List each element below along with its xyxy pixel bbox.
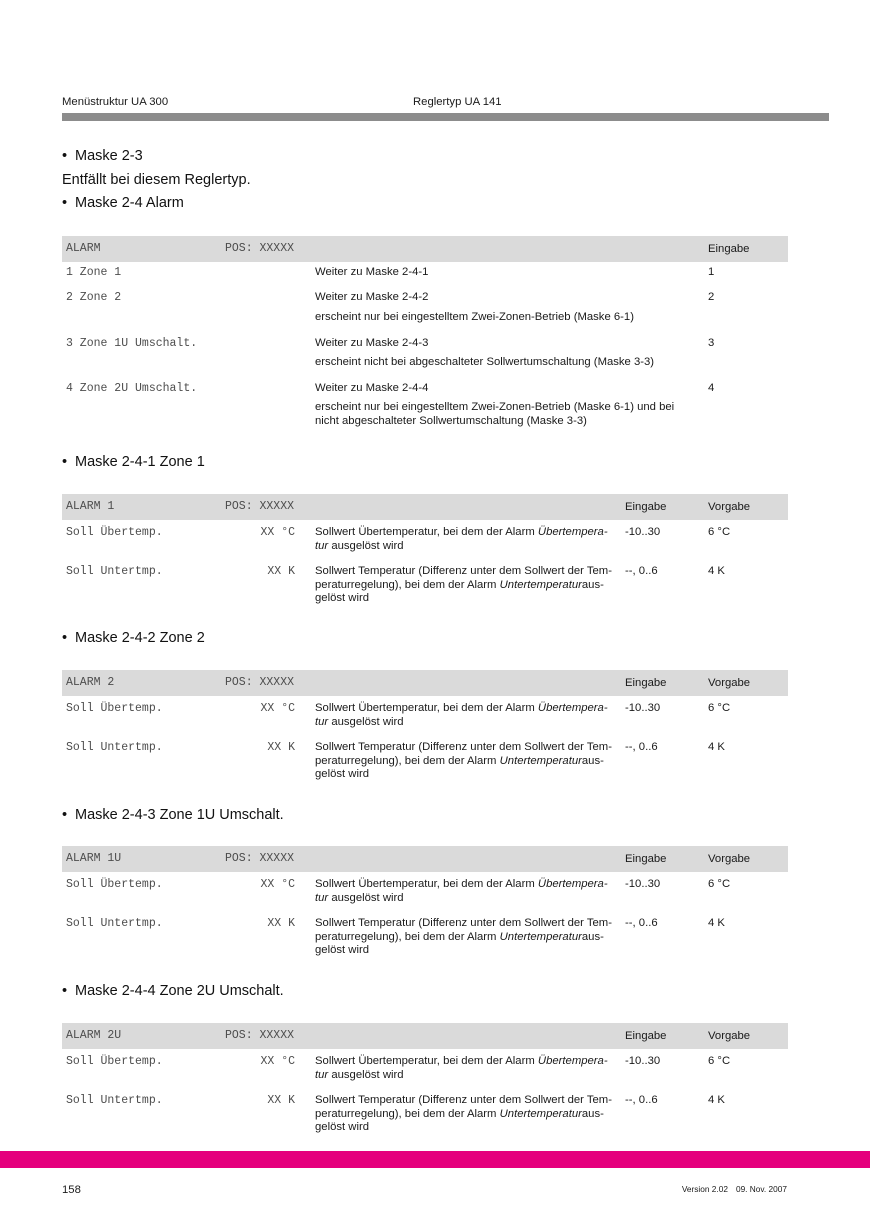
- header-document-title: Menüstruktur UA 300: [62, 96, 169, 108]
- header-position: POS: XXXXX: [225, 242, 295, 255]
- row-input-value: 2: [708, 291, 715, 303]
- table-row: [62, 1094, 788, 1133]
- section-title-text: Maske 2-4-1 Zone 1: [75, 454, 205, 470]
- row-label: Soll Übertemp.: [66, 526, 163, 539]
- bullet-icon: [62, 983, 75, 999]
- row-description: [315, 741, 612, 782]
- description-line: [315, 716, 608, 730]
- row-note: erscheint nur bei eingestelltem Zwei-Zonen-Betrieb (Maske 6-1) und bei: [315, 401, 675, 413]
- version-date: 09. Nov. 2007: [735, 1184, 787, 1194]
- table-row: [62, 702, 788, 728]
- section-title-mask-2-4-2: [62, 630, 205, 646]
- header-position: POS: XXXXX: [225, 676, 295, 689]
- description-line: [315, 917, 612, 931]
- zone-table-alarm-1u: [62, 846, 788, 956]
- row-description: Weiter zu Maske 2-4-3: [315, 337, 429, 349]
- description-line: [315, 931, 612, 945]
- header-input-column: Eingabe: [625, 1030, 667, 1042]
- version-number: Version 2.02: [681, 1184, 728, 1194]
- description-text: Sollwert Temperatur (Differenz unter dem Sollwert der Tem-: [315, 741, 612, 753]
- header-default-column: Vorgabe: [708, 1030, 751, 1042]
- bullet-icon: [62, 454, 75, 470]
- row-default-value: 4 K: [708, 1094, 725, 1106]
- description-line: [315, 892, 608, 906]
- description-emphasis: Untertemperatur: [499, 1107, 582, 1120]
- header-input-column: Eingabe: [708, 243, 750, 255]
- description-text: peraturregelung), bei dem der Alarm: [315, 930, 500, 943]
- row-note: erscheint nur bei eingestelltem Zwei-Zonen-Betrieb (Maske 6-1): [315, 311, 634, 323]
- description-text: ausgelöst wird: [328, 1068, 404, 1081]
- description-text: gelöst wird: [315, 592, 369, 604]
- description-emphasis: tur: [315, 715, 329, 728]
- header-default-column: Vorgabe: [708, 853, 751, 865]
- row-input-range: --, 0..6: [625, 1094, 658, 1106]
- description-text: Sollwert Übertemperatur, bei dem der Alarm: [315, 878, 538, 890]
- table-row: [62, 917, 788, 956]
- row-input-value: 1: [708, 266, 715, 278]
- row-description: Weiter zu Maske 2-4-2: [315, 291, 429, 303]
- description-text: gelöst wird: [315, 1121, 369, 1133]
- row-unit: XX °C: [260, 526, 295, 539]
- row-input-value: 4: [708, 382, 715, 394]
- header-mask-name: ALARM 1U: [66, 852, 122, 865]
- row-label: Soll Untertmp.: [66, 565, 163, 578]
- table-row: [62, 741, 788, 780]
- description-text: ausgelöst wird: [328, 891, 404, 904]
- row-description: Weiter zu Maske 2-4-4: [315, 382, 429, 394]
- row-default-value: 6 °C: [708, 526, 731, 538]
- description-line: [315, 579, 612, 593]
- table-row: [62, 337, 788, 368]
- section-title-mask-2-4: [62, 195, 184, 211]
- row-label: 4 Zone 2U Umschalt.: [66, 382, 198, 395]
- description-emphasis: tur: [315, 1068, 329, 1081]
- description-text: aus-: [581, 578, 604, 591]
- description-text: gelöst wird: [315, 768, 369, 780]
- section-title-text: Maske 2-4-2 Zone 2: [75, 630, 205, 646]
- description-text: Sollwert Temperatur (Differenz unter dem Sollwert der Tem-: [315, 565, 612, 577]
- section-title-text: Maske 2-4-3 Zone 1U Umschalt.: [75, 807, 284, 823]
- description-line: [315, 878, 608, 892]
- row-note: nicht abgeschalteter Sollwertumschaltung (Maske 3-3): [315, 415, 587, 427]
- header-position: POS: XXXXX: [225, 852, 295, 865]
- description-emphasis: tur: [315, 891, 329, 904]
- header-position: POS: XXXXX: [225, 1029, 295, 1042]
- row-description: [315, 878, 608, 905]
- row-input-range: -10..30: [625, 702, 661, 714]
- bullet-icon: [62, 807, 75, 823]
- row-default-value: 4 K: [708, 917, 725, 929]
- row-input-range: --, 0..6: [625, 917, 658, 929]
- zone-table-alarm-2: [62, 670, 788, 780]
- table-row: [62, 266, 788, 279]
- row-label: Soll Untertmp.: [66, 741, 163, 754]
- header-mask-name: ALARM 2U: [66, 1029, 122, 1042]
- bullet-icon: [62, 630, 75, 646]
- row-label: Soll Übertemp.: [66, 1055, 163, 1068]
- header-mask-name: ALARM 2: [66, 676, 115, 689]
- description-text: gelöst wird: [315, 944, 369, 956]
- section-title-text: Maske 2-4 Alarm: [75, 195, 184, 211]
- description-emphasis: Übertempera-: [537, 526, 608, 538]
- description-line: [315, 768, 612, 782]
- description-text: Sollwert Temperatur (Differenz unter dem Sollwert der Tem-: [315, 1094, 612, 1106]
- row-default-value: 6 °C: [708, 1055, 731, 1067]
- description-line: [315, 1108, 612, 1122]
- row-description: [315, 565, 612, 606]
- row-label: 3 Zone 1U Umschalt.: [66, 337, 198, 350]
- description-line: [315, 944, 612, 958]
- bullet-icon: [62, 195, 75, 211]
- header-mask-name: ALARM: [66, 242, 101, 255]
- page-number: 158: [62, 1184, 81, 1196]
- description-line: [315, 755, 612, 769]
- header-input-column: Eingabe: [625, 501, 667, 513]
- table-header: [62, 846, 788, 872]
- zone-table-alarm-1: [62, 494, 788, 604]
- header-default-column: Vorgabe: [708, 501, 751, 513]
- table-row: [62, 565, 788, 604]
- row-label: Soll Übertemp.: [66, 878, 163, 891]
- table-header: [62, 236, 788, 262]
- section-title-mask-2-4-3: [62, 807, 284, 823]
- header-default-column: Vorgabe: [708, 677, 751, 689]
- description-emphasis: tur: [315, 539, 329, 552]
- mask-2-3-note: Entfällt bei diesem Reglertyp.: [62, 172, 251, 188]
- row-input-range: -10..30: [625, 1055, 661, 1067]
- description-text: ausgelöst wird: [328, 539, 404, 552]
- row-default-value: 6 °C: [708, 702, 731, 714]
- row-description: Weiter zu Maske 2-4-1: [315, 266, 429, 278]
- description-emphasis: Übertempera-: [537, 878, 608, 890]
- description-text: aus-: [581, 1107, 604, 1120]
- row-label: 1 Zone 1: [66, 266, 122, 279]
- section-title-text: Maske 2-4-4 Zone 2U Umschalt.: [75, 983, 284, 999]
- bullet-icon: [62, 148, 75, 164]
- header-input-column: Eingabe: [625, 853, 667, 865]
- table-header: [62, 1023, 788, 1049]
- description-emphasis: Untertemperatur: [499, 930, 582, 943]
- row-input-value: 3: [708, 337, 715, 349]
- row-input-range: -10..30: [625, 878, 661, 890]
- alarm-table: [62, 236, 788, 427]
- description-text: peraturregelung), bei dem der Alarm: [315, 754, 500, 767]
- description-emphasis: Untertemperatur: [499, 578, 582, 591]
- description-text: Sollwert Übertemperatur, bei dem der Alarm: [315, 1055, 538, 1067]
- description-text: peraturregelung), bei dem der Alarm: [315, 578, 500, 591]
- row-label: 2 Zone 2: [66, 291, 122, 304]
- description-emphasis: Untertemperatur: [499, 754, 582, 767]
- table-row: [62, 526, 788, 552]
- table-header: [62, 494, 788, 520]
- table-row: [62, 291, 788, 323]
- row-description: [315, 702, 608, 729]
- description-text: aus-: [581, 754, 604, 767]
- row-default-value: 6 °C: [708, 878, 731, 890]
- header-rule: [62, 113, 829, 121]
- description-emphasis: Übertempera-: [537, 1055, 608, 1067]
- row-description: [315, 1055, 608, 1082]
- description-text: Sollwert Übertemperatur, bei dem der Alarm: [315, 526, 538, 538]
- description-line: [315, 1055, 608, 1069]
- zone-table-alarm-2u: [62, 1023, 788, 1133]
- version-info: [682, 1184, 787, 1194]
- description-text: aus-: [581, 930, 604, 943]
- row-label: Soll Untertmp.: [66, 917, 163, 930]
- description-text: Sollwert Übertemperatur, bei dem der Alarm: [315, 702, 538, 714]
- description-text: ausgelöst wird: [328, 715, 404, 728]
- table-row: [62, 382, 788, 427]
- row-description: [315, 526, 608, 553]
- row-note: erscheint nicht bei abgeschalteter Sollwertumschaltung (Maske 3-3): [315, 356, 655, 368]
- description-text: peraturregelung), bei dem der Alarm: [315, 1107, 500, 1120]
- row-label: Soll Übertemp.: [66, 702, 163, 715]
- section-title-mask-2-3: [62, 148, 143, 164]
- description-line: [315, 1121, 612, 1135]
- description-line: [315, 540, 608, 554]
- row-unit: XX °C: [260, 1055, 295, 1068]
- header-position: POS: XXXXX: [225, 500, 295, 513]
- row-default-value: 4 K: [708, 565, 725, 577]
- description-line: [315, 526, 608, 540]
- table-row: [62, 878, 788, 904]
- description-line: [315, 702, 608, 716]
- table-row: [62, 1055, 788, 1081]
- row-unit: XX K: [267, 1094, 295, 1107]
- row-unit: XX K: [267, 917, 295, 930]
- row-unit: XX °C: [260, 878, 295, 891]
- row-description: [315, 917, 612, 958]
- row-description: [315, 1094, 612, 1135]
- row-unit: XX K: [267, 565, 295, 578]
- section-title-mask-2-4-1: [62, 454, 205, 470]
- row-input-range: --, 0..6: [625, 741, 658, 753]
- description-line: [315, 565, 612, 579]
- description-text: Sollwert Temperatur (Differenz unter dem Sollwert der Tem-: [315, 917, 612, 929]
- row-input-range: --, 0..6: [625, 565, 658, 577]
- section-title-mask-2-4-4: [62, 983, 284, 999]
- description-line: [315, 1094, 612, 1108]
- row-unit: XX K: [267, 741, 295, 754]
- row-label: Soll Untertmp.: [66, 1094, 163, 1107]
- description-line: [315, 592, 612, 606]
- header-input-column: Eingabe: [625, 677, 667, 689]
- description-emphasis: Übertempera-: [537, 702, 608, 714]
- header-controller-type: Reglertyp UA 141: [413, 96, 502, 108]
- row-unit: XX °C: [260, 702, 295, 715]
- section-title-text: Maske 2-3: [75, 148, 143, 164]
- table-header: [62, 670, 788, 696]
- description-line: [315, 741, 612, 755]
- header-mask-name: ALARM 1: [66, 500, 115, 513]
- footer-accent-bar: [0, 1151, 870, 1168]
- row-default-value: 4 K: [708, 741, 725, 753]
- row-input-range: -10..30: [625, 526, 661, 538]
- description-line: [315, 1069, 608, 1083]
